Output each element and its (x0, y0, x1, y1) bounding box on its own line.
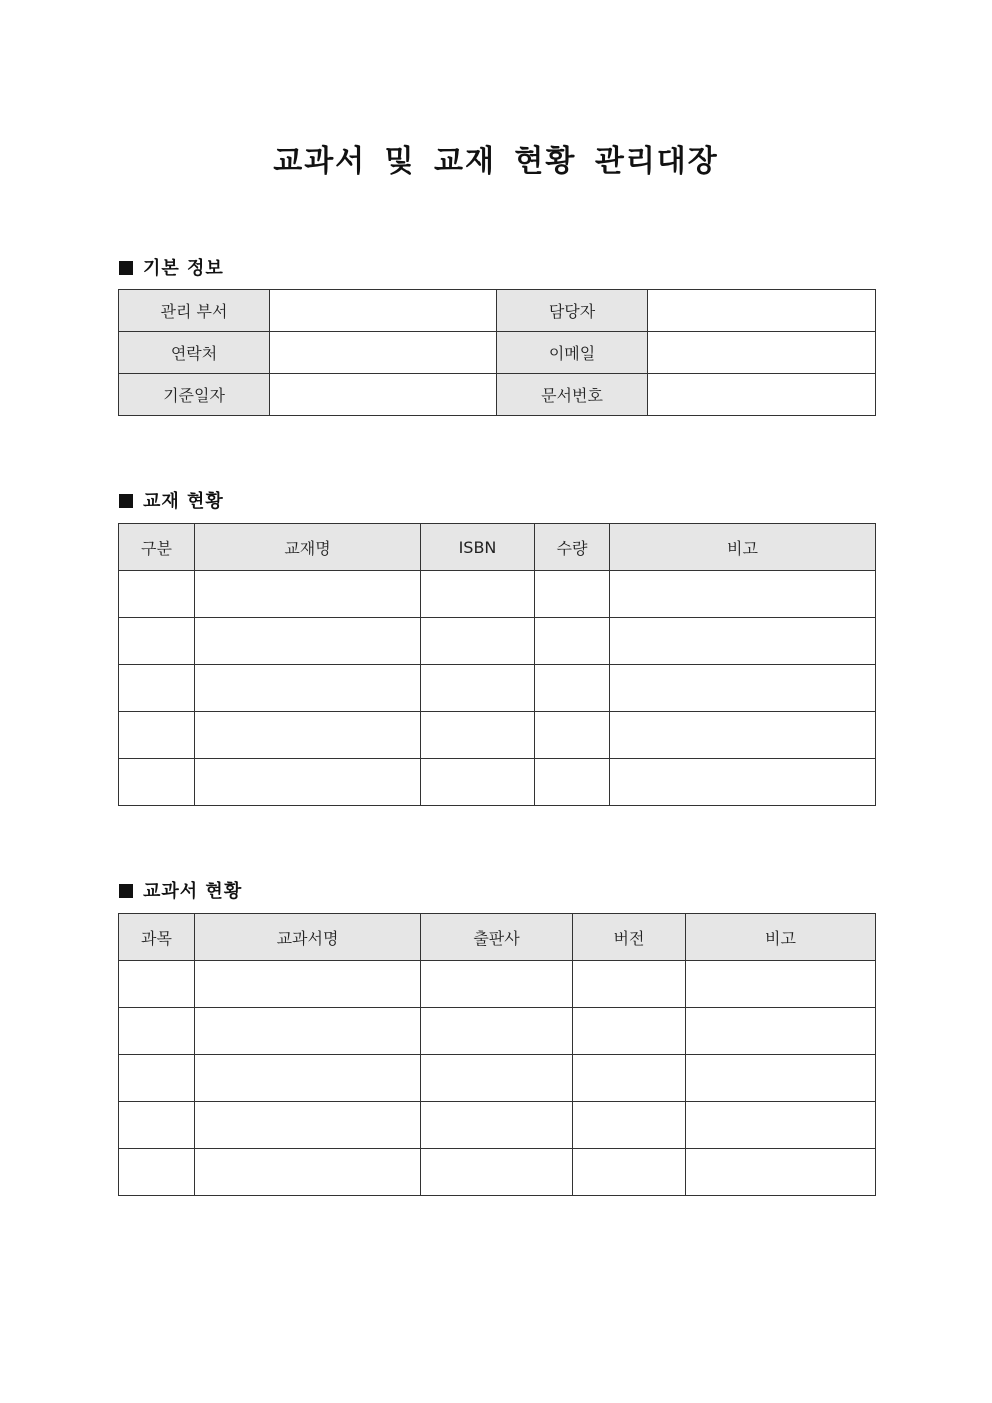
table-cell[interactable] (686, 1055, 876, 1102)
textbooks-table (118, 913, 876, 1196)
table-cell[interactable] (195, 571, 421, 618)
table-cell[interactable] (573, 1055, 686, 1102)
table-cell[interactable] (421, 1055, 573, 1102)
table-cell[interactable] (610, 712, 876, 759)
value-cell[interactable] (648, 332, 876, 374)
table-row (119, 665, 876, 712)
column-header: 과목 (119, 914, 195, 961)
table-cell[interactable] (195, 665, 421, 712)
column-header: 수량 (535, 524, 610, 571)
table-cell[interactable] (195, 961, 421, 1008)
table-header-row (119, 524, 876, 571)
table-cell[interactable] (686, 961, 876, 1008)
table-row (119, 374, 876, 416)
section-label: 교과서 현황 (143, 881, 243, 902)
column-header: 비고 (686, 914, 876, 961)
table-cell[interactable] (421, 759, 535, 806)
table-row (119, 1055, 876, 1102)
table-row (119, 1149, 876, 1196)
label-cell: 이메일 (497, 332, 648, 374)
table-cell[interactable] (421, 665, 535, 712)
table-cell[interactable] (573, 1102, 686, 1149)
table-cell[interactable] (573, 1008, 686, 1055)
value-cell[interactable] (648, 290, 876, 332)
table-cell[interactable] (535, 571, 610, 618)
table-cell[interactable] (119, 1102, 195, 1149)
table-cell[interactable] (686, 1008, 876, 1055)
table-header-row (119, 914, 876, 961)
table-cell[interactable] (195, 1149, 421, 1196)
label-cell: 담당자 (497, 290, 648, 332)
table-row (119, 290, 876, 332)
table-cell[interactable] (535, 712, 610, 759)
table-row (119, 759, 876, 806)
section-label: 기본 정보 (143, 258, 224, 279)
table-cell[interactable] (119, 759, 195, 806)
table-cell[interactable] (195, 712, 421, 759)
column-header: 출판사 (421, 914, 573, 961)
section-title-textbooks (119, 877, 242, 903)
table-row (119, 712, 876, 759)
table-cell[interactable] (610, 665, 876, 712)
column-header: 비고 (610, 524, 876, 571)
square-bullet-icon (119, 494, 133, 508)
table-cell[interactable] (195, 759, 421, 806)
materials-table (118, 523, 876, 806)
value-cell[interactable] (270, 332, 497, 374)
table-cell[interactable] (119, 571, 195, 618)
table-cell[interactable] (119, 712, 195, 759)
column-header: ISBN (421, 524, 535, 571)
value-cell[interactable] (270, 374, 497, 416)
table-cell[interactable] (195, 1102, 421, 1149)
table-cell[interactable] (610, 759, 876, 806)
value-cell[interactable] (648, 374, 876, 416)
table-cell[interactable] (119, 1055, 195, 1102)
table-cell[interactable] (421, 1102, 573, 1149)
column-header: 구분 (119, 524, 195, 571)
table-cell[interactable] (421, 961, 573, 1008)
table-cell[interactable] (573, 1149, 686, 1196)
table-cell[interactable] (195, 1055, 421, 1102)
table-row (119, 571, 876, 618)
table-cell[interactable] (686, 1102, 876, 1149)
table-cell[interactable] (535, 665, 610, 712)
label-cell: 기준일자 (119, 374, 270, 416)
table-cell[interactable] (119, 1149, 195, 1196)
table-cell[interactable] (535, 759, 610, 806)
value-cell[interactable] (270, 290, 497, 332)
square-bullet-icon (119, 884, 133, 898)
table-cell[interactable] (610, 618, 876, 665)
table-cell[interactable] (573, 961, 686, 1008)
table-cell[interactable] (421, 712, 535, 759)
table-cell[interactable] (535, 618, 610, 665)
column-header: 버전 (573, 914, 686, 961)
table-row (119, 1102, 876, 1149)
table-row (119, 332, 876, 374)
table-cell[interactable] (195, 618, 421, 665)
section-title-materials (119, 487, 224, 513)
table-row (119, 961, 876, 1008)
table-cell[interactable] (195, 1008, 421, 1055)
basic-info-table (118, 289, 876, 416)
table-cell[interactable] (610, 571, 876, 618)
table-row (119, 618, 876, 665)
page-title: 교과서 및 교재 현황 관리대장 (273, 144, 719, 179)
table-row (119, 1008, 876, 1055)
table-cell[interactable] (421, 571, 535, 618)
table-cell[interactable] (421, 1008, 573, 1055)
table-cell[interactable] (421, 1149, 573, 1196)
section-label: 교재 현황 (143, 491, 224, 512)
table-cell[interactable] (119, 618, 195, 665)
label-cell: 문서번호 (497, 374, 648, 416)
table-cell[interactable] (119, 961, 195, 1008)
column-header: 교재명 (195, 524, 421, 571)
table-cell[interactable] (686, 1149, 876, 1196)
column-header: 교과서명 (195, 914, 421, 961)
table-cell[interactable] (421, 618, 535, 665)
square-bullet-icon (119, 261, 133, 275)
label-cell: 연락처 (119, 332, 270, 374)
table-cell[interactable] (119, 665, 195, 712)
table-cell[interactable] (119, 1008, 195, 1055)
section-title-basic-info (119, 254, 224, 280)
label-cell: 관리 부서 (119, 290, 270, 332)
